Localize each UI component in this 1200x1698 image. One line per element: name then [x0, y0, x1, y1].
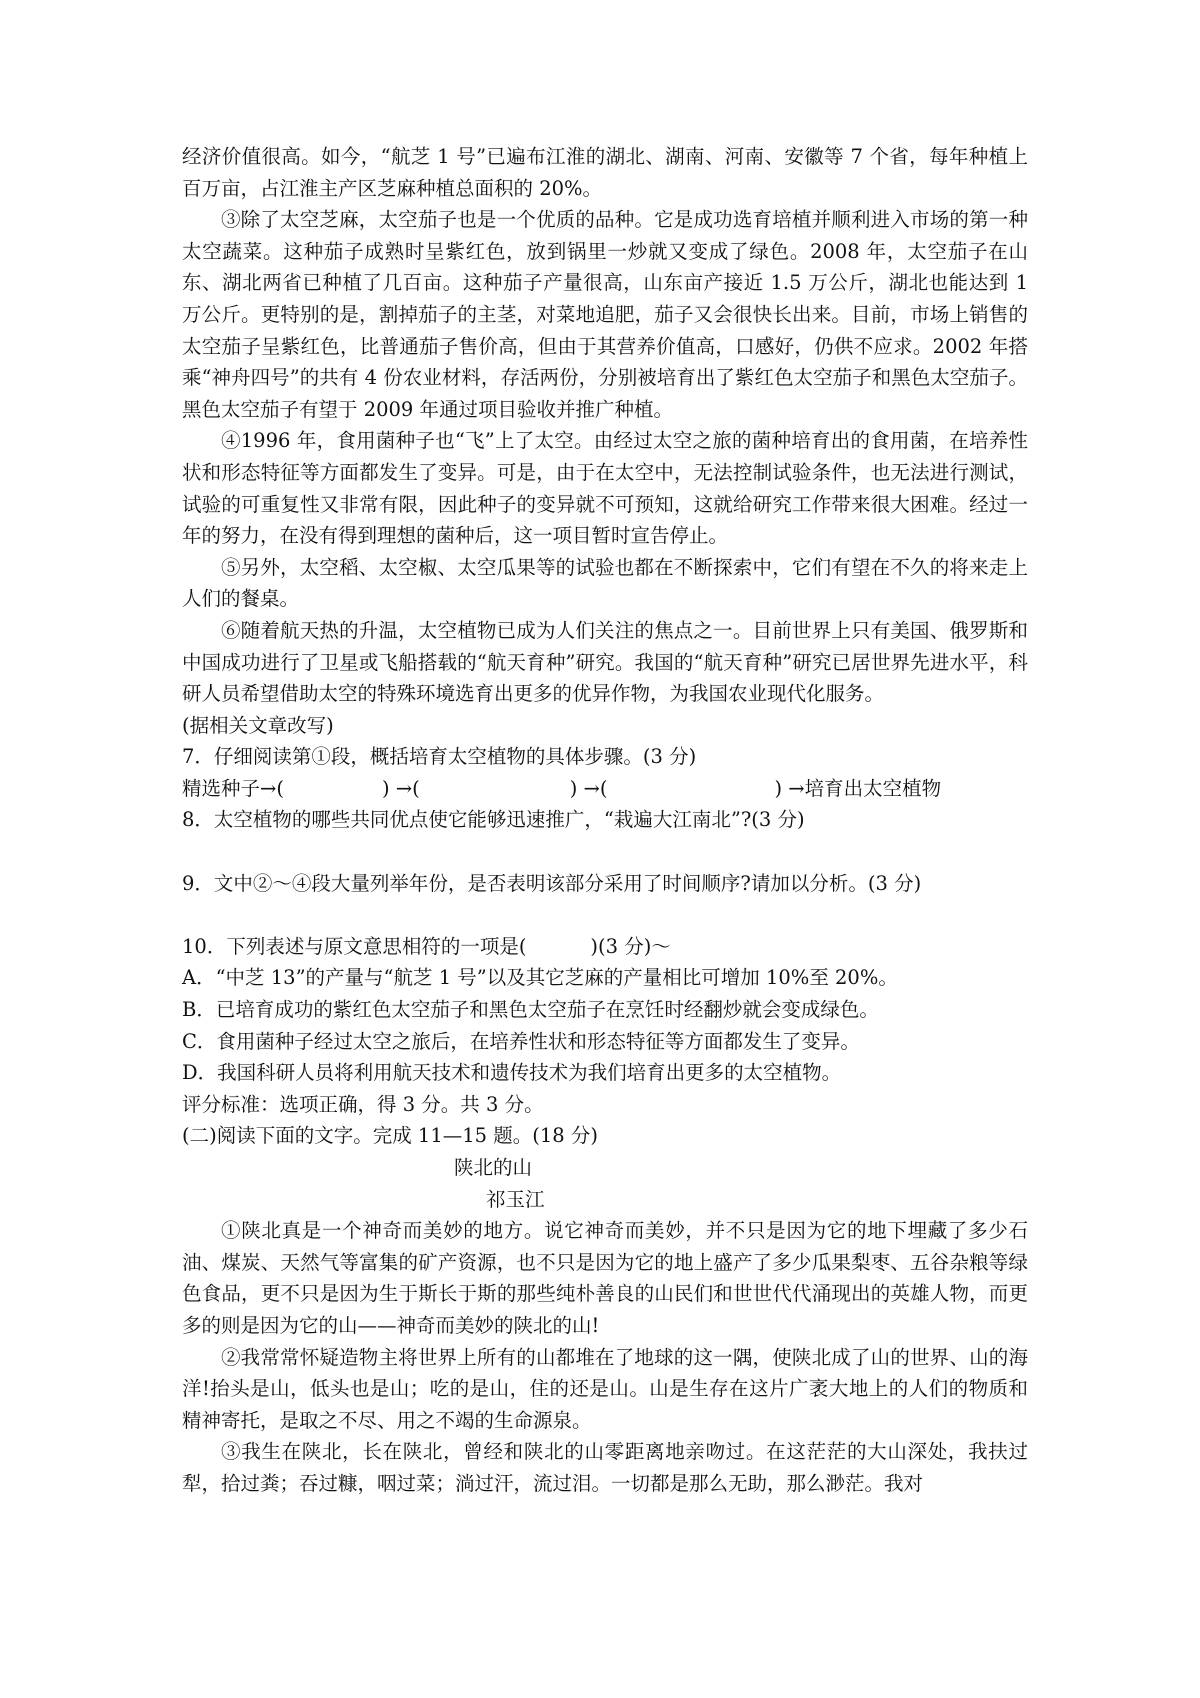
paragraph-6: ⑥随着航天热的升温，太空植物已成为人们关注的焦点之一。目前世界上只有美国、俄罗斯和中国成功进行了卫星或飞船搭载的“航天育种”研究。我国的“航天育种”研究已居世界先进水平，科研人员希望借助太空的特殊环境选育出更多的优异作物，为我国农业现代化服务。 [182, 618, 1028, 706]
option-c: C．食用菌种子经过太空之旅后，在培养性状和形态特征等方面都发生了变异。 [182, 1029, 860, 1053]
article-paragraph-2: ②我常常怀疑造物主将世界上所有的山都堆在了地球的这一隅，使陕北成了山的世界、山的海洋!抬头是山，低头也是山；吃的是山，住的还是山。山是生存在这片广袤大地上的人们的物质和精神寄托，是取之不尽、用之不竭的生命源泉。 [182, 1345, 1028, 1432]
source-note: (据相关文章改写) [182, 713, 334, 737]
answer-arrow-2: ) →( [569, 776, 608, 800]
paragraph-5: ⑤另外，太空稻、太空椒、太空瓜果等的试验也都在不断探索中，它们有望在不久的将来走上人们的餐桌。 [182, 555, 1028, 611]
option-d: D．我国科研人员将利用航天技术和遗传技术为我们培育出更多的太空植物。 [182, 1061, 842, 1085]
question-10-text: 10．下列表述与原文意思相符的一项是( [182, 934, 527, 958]
document-body [182, 141, 1028, 1500]
question-7: 7．仔细阅读第①段，概括培育太空植物的具体步骤。(3 分) [182, 745, 697, 769]
article-title: 陕北的山 [454, 1156, 533, 1179]
question-9: 9．文中②～④段大量列举年份，是否表明该部分采用了时间顺序?请加以分析。(3 分) [182, 871, 922, 895]
answer-space-8 [182, 836, 1028, 868]
question-7-answer-line [182, 773, 1028, 805]
paragraph-continued: 经济价值很高。如今，“航芝 1 号”已遍布江淮的湖北、湖南、河南、安徽等 7 个省，每年种植上百万亩，占江淮主产区芝麻种植总面积的 20%。 [182, 145, 1028, 200]
question-10 [182, 931, 1028, 963]
question-8: 8．太空植物的哪些共同优点使它能够迅速推广，“栽遍大江南北”?(3 分) [182, 808, 805, 832]
question-10-points: )(3 分)～ [590, 934, 671, 958]
scoring-note: 评分标准：选项正确，得 3 分。共 3 分。 [182, 1092, 544, 1116]
article-paragraph-1: ①陕北真是一个神奇而美妙的地方。说它神奇而美妙，并不只是因为它的地下埋藏了多少石油、煤炭、天然气等富集的矿产资源，也不只是因为它的地上盛产了多少瓜果梨枣、五谷杂粮等绿色食品，更不只是因为生于斯长于斯的那些纯朴善良的山民们和世世代代涌现出的英雄人物，而更多的则是因为它的山——神奇而美妙的陕北的山! [182, 1219, 1028, 1337]
answer-end: ) →培育出太空植物 [774, 776, 942, 800]
option-a: A．“中芝 13”的产量与“航芝 1 号”以及其它芝麻的产量相比可增加 10%至 20%。 [182, 966, 898, 990]
section-2-intro: (二)阅读下面的文字。完成 11—15 题。(18 分) [182, 1124, 598, 1148]
article-paragraph-3: ③我生在陕北，长在陕北，曾经和陕北的山零距离地亲吻过。在这茫茫的大山深处，我扶过犁，拾过粪；吞过糠，咽过菜；淌过汗，流过泪。一切都是那么无助，那么渺茫。我对 [182, 1440, 1028, 1495]
answer-space-9 [182, 899, 1028, 931]
option-b: B．已培育成功的紫红色太空茄子和黑色太空茄子在烹饪时经翻炒就会变成绿色。 [182, 998, 879, 1022]
paragraph-3: ③除了太空芝麻，太空茄子也是一个优质的品种。它是成功选育培植并顺利进入市场的第一种太空蔬菜。这种茄子成熟时呈紫红色，放到锅里一炒就又变成了绿色。2008 年，太空茄子在山东、湖北两省已种植了几百亩。这种茄子产量很高，山东亩产接近 1.5 万公斤，湖北也能达到 1 万公斤。更特别的是，割掉茄子的主茎，对菜地追肥，茄子又会很快长出来。目前，市场上销售的太空茄子呈紫红色，比普通茄子售价高，但由于其营养价值高，口感好，仍供不应求。2002 年搭乘“神舟四号”的共有 4 份农业材料，存活两份，分别被培育出了紫红色太空茄子和黑色太空茄子。黑色太空茄子有望于 2009 年通过项目验收并推广种植。 [182, 208, 1028, 421]
article-author: 祁玉江 [486, 1187, 545, 1211]
answer-start: 精选种子→( [182, 776, 284, 800]
paragraph-4: ④1996 年，食用菌种子也“飞”上了太空。由经过太空之旅的菌种培育出的食用菌，在培养性状和形态特征等方面都发生了变异。可是，由于在太空中，无法控制试验条件，也无法进行测试，试验的可重复性又非常有限，因此种子的变异就不可预知，这就给研究工作带来很大困难。经过一年的努力，在没有得到理想的菌种后，这一项目暂时宣告停止。 [182, 429, 1028, 548]
answer-arrow-1: ) →( [381, 776, 420, 800]
